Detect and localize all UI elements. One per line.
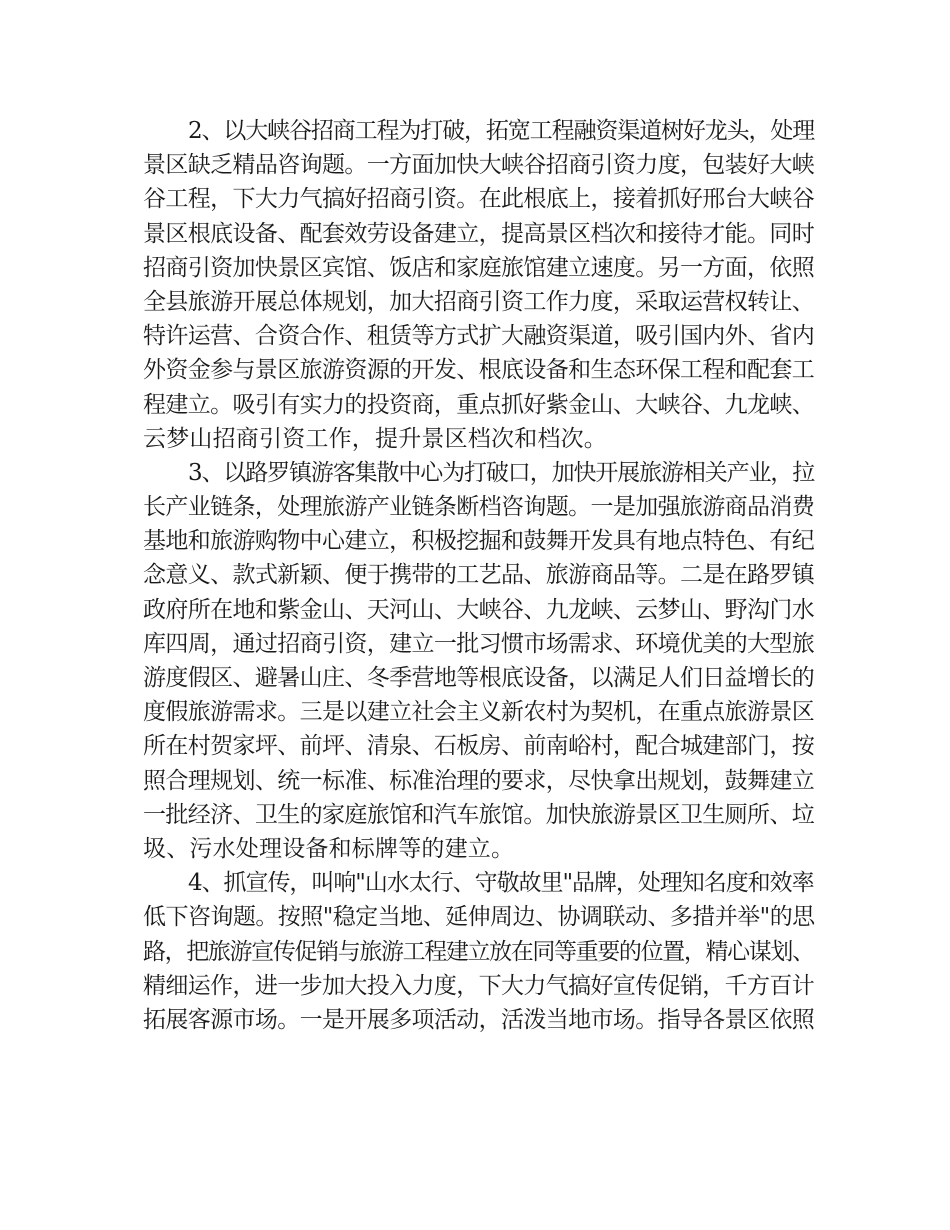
text-line: 政府所在地和紫金山、天河山、大峡谷、九龙峡、云梦山、野沟门水 [143,596,815,623]
text-line: 云梦山招商引资工作，提升景区档次和档次。 [143,425,607,452]
text-line: 外资金参与景区旅游资源的开发、根底设备和生态环保工程和配套工 [143,357,815,384]
text-line: 2、以大峡谷招商工程为打破，拓宽工程融资渠道树好龙头，处理 [188,118,815,144]
text-line: 路，把旅游宣传促销与旅游工程建立放在同等重要的位置，精心谋划、 [143,938,814,965]
text-line: 长产业链条，处理旅游产业链条断档咨询题。一是加强旅游商品消费 [143,494,815,521]
text-line: 圾、污水处理设备和标牌等的建立。 [143,835,515,862]
text-line: 照合理规划、统一标准、标准治理的要求，尽快拿出规划，鼓舞建立 [143,767,815,794]
text-line: 程建立。吸引有实力的投资商，重点抓好紫金山、大峡谷、九龙峡、 [143,391,815,418]
text-line: 谷工程，下大力气搞好招商引资。在此根底上，接着抓好邢台大峡谷 [143,186,815,213]
text-line: 基地和旅游购物中心建立，积极挖掘和鼓舞开发具有地点特色、有纪 [143,528,815,555]
paragraph [143,114,815,456]
paragraph [143,456,815,866]
text-line: 库四周，通过招商引资，建立一批习惯市场需求、环境优美的大型旅 [143,630,815,657]
text-line: 精细运作，进一步加大投入力度，下大力气搞好宣传促销，千方百计 [143,972,815,999]
text-line: 景区缺乏精品咨询题。一方面加快大峡谷招商引资力度，包装好大峡 [143,152,815,179]
document-body [143,114,815,1037]
paragraph [143,866,815,1037]
text-line: 景区根底设备、配套效劳设备建立，提高景区档次和接待才能。同时 [143,220,815,247]
text-line: 念意义、款式新颖、便于携带的工艺品、旅游商品等。二是在路罗镇 [143,562,815,589]
text-line: 一批经济、卫生的家庭旅馆和汽车旅馆。加快旅游景区卫生厕所、垃 [143,801,815,828]
text-line: 所在村贺家坪、前坪、清泉、石板房、前南峪村，配合城建部门，按 [143,733,815,760]
text-line: 全县旅游开展总体规划，加大招商引资工作力度，采取运营权转让、 [143,288,815,315]
text-line: 特许运营、合资合作、租赁等方式扩大融资渠道，吸引国内外、省内 [143,323,815,350]
text-line: 4、抓宣传，叫响"山水太行、守敬故里"品牌，处理知名度和效率 [188,870,814,897]
text-line: 低下咨询题。按照"稳定当地、延伸周边、协调联动、多措并举"的思 [143,904,815,931]
text-line: 招商引资加快景区宾馆、饭店和家庭旅馆建立速度。另一方面，依照 [143,254,815,281]
text-line: 3、以路罗镇游客集散中心为打破口，加快开展旅游相关产业，拉 [188,459,815,486]
text-line: 游度假区、避暑山庄、冬季营地等根底设备，以满足人们日益增长的 [143,665,815,691]
text-line: 度假旅游需求。三是以建立社会主义新农村为契机，在重点旅游景区 [143,699,815,726]
text-line: 拓展客源市场。一是开展多项活动，活泼当地市场。指导各景区依照 [143,1006,815,1033]
